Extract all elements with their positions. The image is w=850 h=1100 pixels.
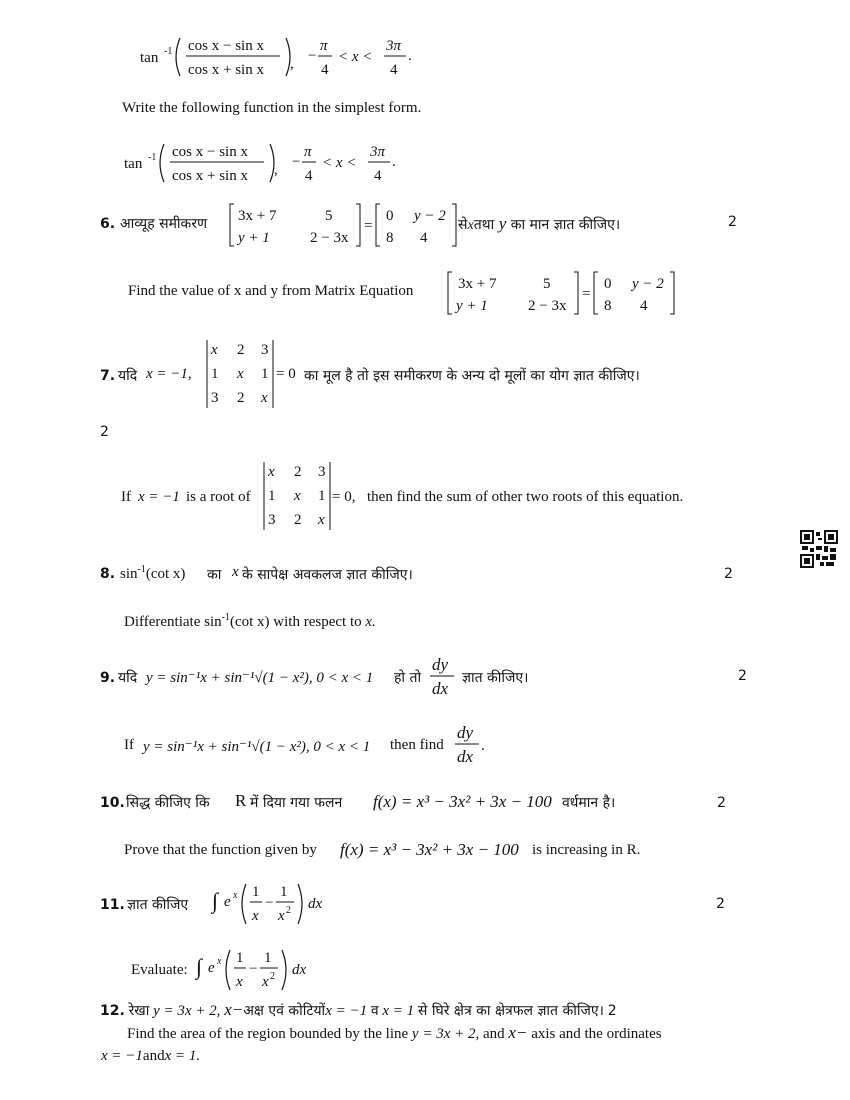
svg-text:dx: dx (292, 962, 307, 978)
q9-english-expr: y = sin⁻¹x + sin⁻¹√(1 − x²), 0 < x < 1 (143, 739, 371, 755)
svg-text:1: 1 (280, 884, 288, 900)
q7-hindi-text-a: यदि (118, 368, 138, 384)
svg-text:dx: dx (308, 896, 323, 912)
svg-text:y + 1: y + 1 (238, 230, 270, 246)
svg-text:−: − (249, 961, 258, 977)
q6-number: 6. (100, 216, 116, 232)
svg-text:1: 1 (261, 366, 269, 382)
svg-text:.: . (392, 154, 396, 170)
q9-marks: 2 (738, 668, 747, 684)
svg-text:x: x (278, 908, 285, 924)
q6-english-text: Find the value of x and y from Matrix Equation (128, 283, 414, 299)
svg-text:1: 1 (268, 488, 276, 504)
q8-hindi-expr: $\sin^{-1}(\cot$ x) (120, 564, 186, 582)
q11-marks: 2 (716, 896, 725, 912)
svg-text:4: 4 (305, 168, 313, 184)
svg-text:dx: dx (432, 679, 449, 698)
q12-english-line-2: x = −1andx = 1. (101, 1048, 201, 1064)
svg-text:2: 2 (270, 971, 275, 982)
svg-text:2: 2 (237, 342, 245, 358)
svg-text:4: 4 (420, 230, 428, 246)
svg-text:1: 1 (211, 366, 219, 382)
q9-english-a: If (124, 737, 134, 753)
q8-hindi-text-a: का (207, 567, 222, 583)
svg-text:3: 3 (211, 390, 219, 406)
svg-text:π: π (320, 38, 328, 54)
svg-text:3π: 3π (370, 144, 386, 160)
svg-text:=: = (364, 218, 373, 234)
svg-text:∫: ∫ (212, 888, 219, 913)
svg-text:.: . (481, 738, 485, 754)
svg-text:cos x − sin x: cos x − sin x (172, 144, 248, 160)
svg-text:x: x (217, 956, 222, 967)
q8-english: Differentiate $\sin^{-1}(\cot$ x) with respect to x. (124, 612, 376, 630)
q7-hindi-eq: = 0 (276, 366, 296, 382)
svg-text:-1: -1 (148, 152, 157, 163)
svg-text:x: x (236, 974, 243, 990)
svg-text:3x + 7: 3x + 7 (238, 208, 277, 224)
svg-text:x: x (261, 390, 268, 406)
q9-english-fraction (455, 722, 495, 768)
q9-number: 9. (100, 670, 116, 686)
q10-english-a: Prove that the function given by (124, 842, 317, 858)
svg-text:3π: 3π (386, 38, 402, 54)
q10-hindi-expr: f(x) = x³ − 3x² + 3x − 100 (373, 792, 552, 811)
svg-text:2 − 3x: 2 − 3x (528, 298, 567, 314)
svg-text:2: 2 (294, 512, 302, 528)
svg-text:y − 2: y − 2 (632, 276, 664, 292)
svg-text:x: x (237, 366, 244, 382)
svg-text:3: 3 (268, 512, 276, 528)
svg-text:,: , (290, 56, 294, 72)
svg-text:1: 1 (318, 488, 326, 504)
q10-hindi-text-a: सिद्ध कीजिए कि (126, 795, 210, 811)
svg-text:-1: -1 (164, 46, 173, 57)
svg-text:2: 2 (237, 390, 245, 406)
q10-number: 10. (100, 795, 125, 811)
svg-text:−: − (265, 895, 274, 911)
q7-english-determinant (262, 460, 342, 532)
svg-text:π: π (304, 144, 312, 160)
expr-top-1 (140, 30, 440, 80)
svg-text:cos x + sin x: cos x + sin x (172, 168, 248, 184)
svg-text:x: x (262, 974, 269, 990)
q10-hindi-text-c: वर्धमान है। (562, 795, 616, 811)
svg-text:x: x (318, 512, 325, 528)
svg-text:2: 2 (286, 905, 291, 916)
q11-hindi-text-a: ज्ञात कीजिए (127, 897, 189, 913)
svg-text:=: = (582, 286, 591, 302)
svg-text:3x + 7: 3x + 7 (458, 276, 497, 292)
svg-text:0: 0 (386, 208, 394, 224)
svg-text:e: e (208, 960, 215, 976)
q7-marks: 2 (100, 424, 109, 440)
svg-text:dy: dy (432, 655, 449, 674)
q10-english-b: is increasing in R. (532, 842, 641, 858)
svg-text:0: 0 (604, 276, 612, 292)
q7-english-a: If (121, 489, 131, 505)
svg-text:,: , (274, 162, 278, 178)
q9-hindi-text-c: ज्ञात कीजिए। (462, 670, 529, 686)
q7-hindi-text-b: का मूल है तो इस समीकरण के अन्य दो मूलों का योग ज्ञात कीजिए। (304, 368, 640, 384)
svg-text:∫: ∫ (196, 954, 203, 979)
q7-hindi-determinant (205, 338, 285, 410)
svg-text:y + 1: y + 1 (456, 298, 488, 314)
svg-text:8: 8 (604, 298, 612, 314)
svg-text:cos x − sin x: cos x − sin x (188, 38, 264, 54)
q7-english-b: is a root of (186, 489, 251, 505)
q9-hindi-fraction (430, 654, 460, 700)
svg-text:−: − (308, 48, 317, 64)
svg-text:8: 8 (386, 230, 394, 246)
svg-text:e: e (224, 894, 231, 910)
q10-english-expr: f(x) = x³ − 3x² + 3x − 100 (340, 840, 519, 859)
q7-english-c: = 0, (332, 489, 356, 505)
svg-text:4: 4 (390, 62, 398, 78)
svg-text:2 − 3x: 2 − 3x (310, 230, 349, 246)
q6-hindi-matrix (230, 200, 470, 250)
svg-text:< x <: < x < (322, 155, 357, 171)
svg-text:4: 4 (374, 168, 382, 184)
q9-english-b: then find (390, 737, 444, 753)
q10-hindi-text-b: में दिया गया फलन (250, 795, 343, 811)
svg-text:x: x (233, 890, 238, 901)
q11-english-integral (196, 944, 326, 992)
svg-text:−: − (292, 154, 301, 170)
svg-text:3: 3 (261, 342, 269, 358)
q8-hindi-text-b: के सापेक्ष अवकलज ज्ञात कीजिए। (242, 567, 413, 583)
svg-text:y − 2: y − 2 (414, 208, 446, 224)
q11-number: 11. (100, 897, 125, 913)
svg-text:1: 1 (252, 884, 260, 900)
q7-english-value: x = −1 (138, 489, 180, 505)
q6-hindi-text-b: सेxतथा y का मान ज्ञात कीजिए। (458, 214, 621, 233)
svg-text:4: 4 (321, 62, 329, 78)
svg-text:1: 1 (236, 950, 244, 966)
svg-text:dx: dx (457, 747, 474, 766)
svg-text:2: 2 (294, 464, 302, 480)
svg-text:.: . (408, 48, 412, 64)
svg-text:cos x + sin x: cos x + sin x (188, 62, 264, 78)
q11-hindi-integral (212, 878, 342, 926)
svg-text:1: 1 (264, 950, 272, 966)
q8-number: 8. (100, 566, 116, 582)
svg-text:4: 4 (640, 298, 648, 314)
q8-marks: 2 (724, 566, 733, 582)
q7-number: 7. (100, 368, 116, 384)
expr-top-2 (124, 136, 424, 186)
svg-text:x: x (211, 342, 218, 358)
q9-hindi-text-a: यदि (118, 670, 138, 686)
svg-text:5: 5 (325, 208, 333, 224)
q12-english-line-1: Find the area of the region bounded by the line y = 3x + 2, and x− axis and the ordinates (127, 1023, 662, 1042)
svg-text:x: x (268, 464, 275, 480)
svg-text:5: 5 (543, 276, 551, 292)
svg-text:dy: dy (457, 723, 474, 742)
svg-text:x: x (294, 488, 301, 504)
q7-english-d: then find the sum of other two roots of this equation. (367, 489, 684, 505)
qr-code-icon (800, 530, 838, 568)
q8-hindi-var: x (232, 564, 239, 580)
svg-text:< x <: < x < (338, 49, 373, 65)
q7-hindi-value: x = −1, (146, 366, 192, 382)
q10-hindi-R: R (235, 791, 247, 810)
q9-hindi-text-b: हो तो (394, 670, 422, 686)
q12-hindi-line: 12. रेखा y = 3x + 2, x−अक्ष एवं कोटियोंx = −1 व x = 1 से घिरे क्षेत्र का क्षेत्रफल ज्ञात कीजिए। 2 (100, 1000, 617, 1019)
svg-text:tan: tan (140, 50, 159, 66)
q5-english-text: Write the following function in the simplest form. (122, 100, 422, 116)
q10-marks: 2 (717, 795, 726, 811)
q6-english-matrix (448, 268, 688, 318)
svg-text:x: x (252, 908, 259, 924)
svg-text:tan: tan (124, 156, 143, 172)
svg-text:3: 3 (318, 464, 326, 480)
q6-hindi-text-a: आव्यूह समीकरण (120, 216, 208, 232)
q11-english-a: Evaluate: (131, 962, 188, 978)
q6-marks: 2 (728, 214, 737, 230)
q9-hindi-expr: y = sin⁻¹x + sin⁻¹√(1 − x²), 0 < x < 1 (146, 670, 374, 686)
